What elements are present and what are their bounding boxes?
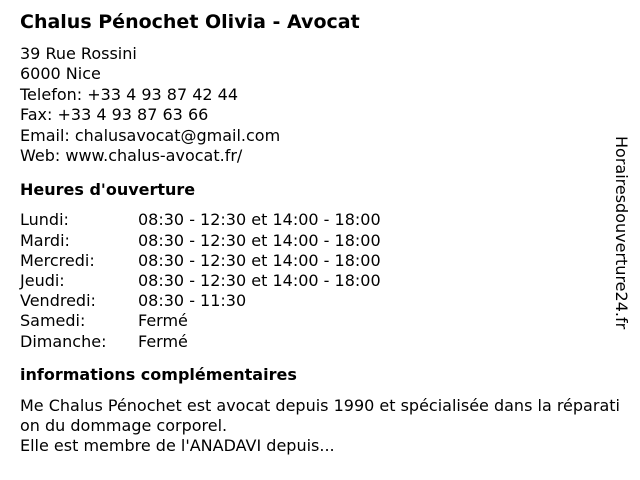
day-hours: 08:30 - 11:30: [138, 291, 247, 311]
website-url: Web: www.chalus-avocat.fr/: [20, 146, 243, 166]
day-label: Mercredi:: [20, 250, 95, 270]
day-hours: Fermé: [138, 331, 188, 351]
opening-hours-table: [20, 210, 381, 351]
day-label: Samedi:: [20, 311, 86, 331]
day-hours: 08:30 - 12:30 et 14:00 - 18:00: [138, 250, 381, 270]
additional-info-heading: informations complémentaires: [20, 364, 297, 384]
fax-number: Fax: +33 4 93 87 63 66: [20, 105, 209, 125]
business-title: Chalus Pénochet Olivia - Avocat: [20, 11, 360, 33]
street-address: 39 Rue Rossini: [20, 44, 137, 63]
hours-row: [20, 291, 381, 311]
hours-row: [20, 271, 381, 291]
day-hours: 08:30 - 12:30 et 14:00 - 18:00: [138, 230, 381, 250]
hours-row: [20, 231, 381, 251]
email-address: Email: chalusavocat@gmail.com: [20, 125, 281, 145]
hours-row: [20, 251, 381, 271]
day-label: Jeudi:: [20, 271, 65, 291]
day-label: Mardi:: [20, 230, 70, 250]
hours-row: [20, 311, 381, 331]
info-paragraph-1: Me Chalus Pénochet est avocat depuis 1990 et spécialisée dans la réparation du dommage corporel.: [20, 395, 620, 435]
info-paragraph-2: Elle est membre de l'ANADAVI depuis...: [20, 435, 335, 455]
day-hours: 08:30 - 12:30 et 14:00 - 18:00: [138, 210, 381, 230]
additional-info-text: [20, 396, 620, 456]
opening-hours-heading: Heures d'ouverture: [20, 180, 196, 200]
watermark-text: Horairesdouverture24.fr: [612, 136, 631, 330]
city-postcode: 6000 Nice: [20, 64, 101, 84]
hours-row: [20, 332, 381, 352]
contact-block: [20, 44, 620, 166]
hours-row: [20, 210, 381, 230]
phone-number: Telefon: +33 4 93 87 42 44: [20, 84, 239, 104]
day-hours: Fermé: [138, 311, 188, 331]
day-label: Dimanche:: [20, 331, 107, 351]
business-card: [20, 10, 620, 456]
day-label: Vendredi:: [20, 291, 96, 311]
day-hours: 08:30 - 12:30 et 14:00 - 18:00: [138, 271, 381, 291]
day-label: Lundi:: [20, 210, 69, 230]
